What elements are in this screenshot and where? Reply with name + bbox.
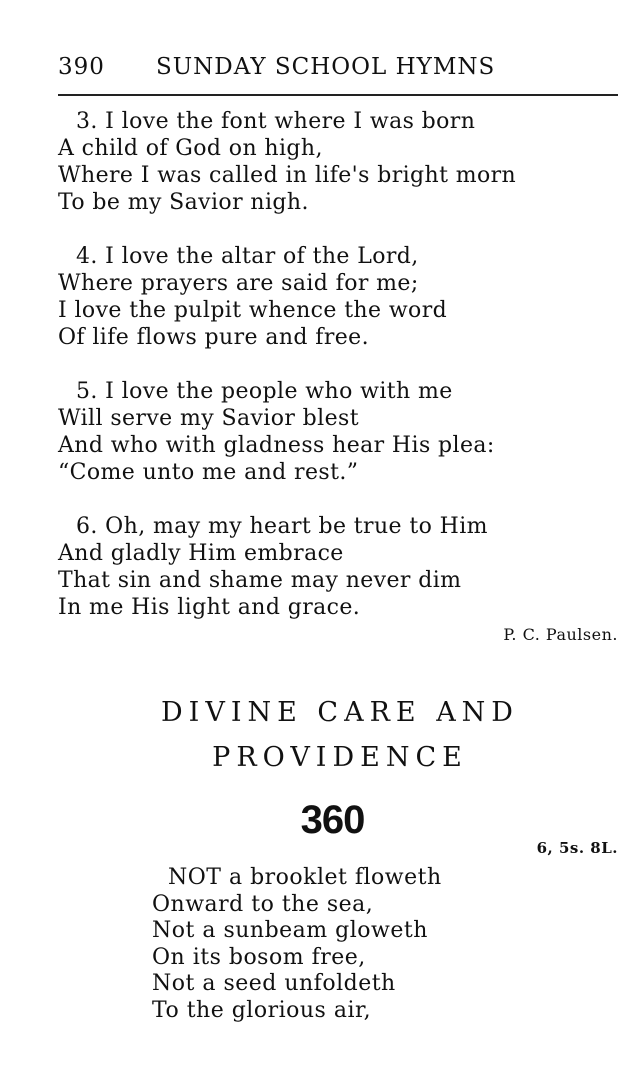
stanza-line: “Come unto me and rest.”	[58, 460, 359, 485]
hymn-meter: 6, 5s. 8L.	[536, 839, 618, 857]
stanza-line: A child of God on high,	[58, 136, 323, 161]
stanza-line: 5. I love the people who with me	[76, 379, 453, 404]
verse-line: On its bosom free,	[152, 944, 366, 970]
section-heading-line2: PROVIDENCE	[212, 742, 468, 773]
section-heading-line1: DIVINE CARE AND	[161, 697, 519, 728]
stanza-3	[58, 108, 633, 216]
author-attribution: P. C. Paulsen.	[503, 625, 618, 644]
stanza-line: 3. I love the font where I was born	[76, 109, 476, 134]
stanza-4	[58, 243, 633, 351]
stanza-line: And who with gladness hear His plea:	[58, 433, 495, 458]
page-header	[58, 54, 618, 80]
stanza-line: And gladly Him embrace	[58, 541, 344, 566]
verse-line: NOT a brooklet floweth	[168, 865, 442, 890]
verse-line: Not a sunbeam gloweth	[152, 918, 428, 943]
stanza-line: Of life flows pure and free.	[58, 325, 369, 350]
stanza-line: In me His light and grace.	[58, 595, 361, 620]
stanza-line: Where I was called in life's bright morn	[58, 163, 517, 188]
running-title: SUNDAY SCHOOL HYMNS	[156, 54, 496, 80]
stanza-line: I love the pulpit whence the word	[58, 298, 448, 323]
stanza-line: Will serve my Savior blest	[58, 406, 359, 431]
hymn-number: 360	[300, 798, 365, 842]
verse-line: Not a seed unfoldeth	[152, 971, 396, 996]
verse-line: To the glorious air,	[152, 997, 372, 1023]
stanza-5	[58, 378, 633, 486]
header-rule	[58, 94, 618, 96]
page-number: 390	[58, 54, 105, 80]
stanza-6	[58, 513, 633, 621]
stanza-line: 6. Oh, may my heart be true to Him	[76, 514, 488, 539]
stanza-line: 4. I love the altar of the Lord,	[76, 244, 419, 269]
verse-line: Onward to the sea,	[152, 891, 374, 917]
stanza-line: To be my Savior nigh.	[58, 190, 309, 215]
stanza-line: Where prayers are said for me;	[58, 271, 419, 296]
hymn-360-verse	[152, 865, 622, 1024]
stanza-line: That sin and shame may never dim	[58, 568, 462, 593]
